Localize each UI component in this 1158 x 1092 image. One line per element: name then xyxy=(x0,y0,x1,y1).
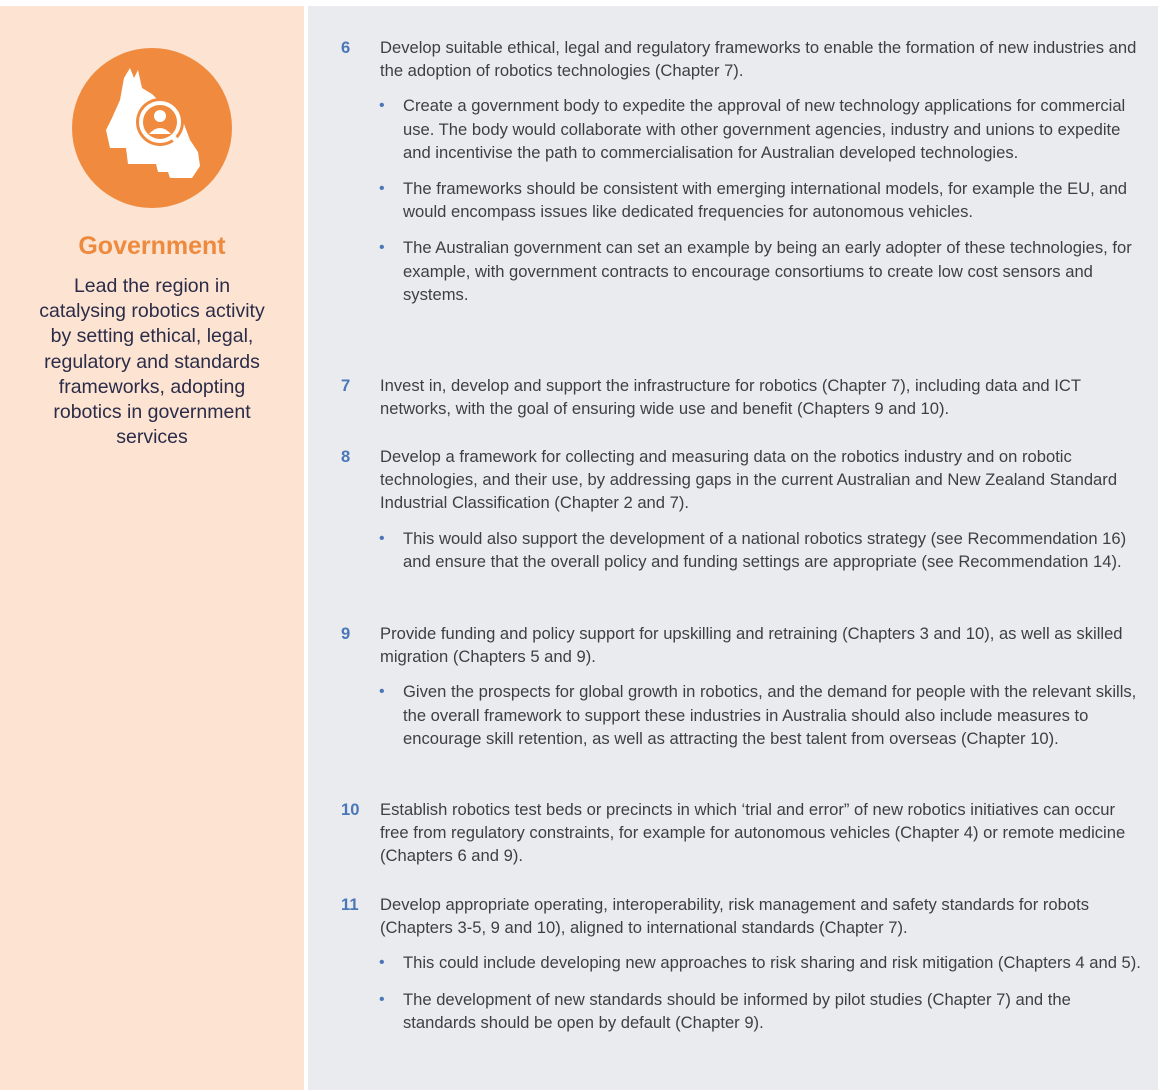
bullet-icon: • xyxy=(379,180,385,198)
sidebar-description: Lead the region in catalysing robotics activity by setting ethical, legal, regulatory and standards frameworks, adopting robotics in government services xyxy=(39,275,265,449)
recommendation-number: 9 xyxy=(341,624,351,643)
bullet-item xyxy=(341,236,1141,306)
bullet-text: The Australian government can set an example by being an early adopter of these technologies, for example, with government contracts to encourage consortiums to create low cost sensors and systems. xyxy=(403,238,1132,304)
recommendation-item xyxy=(341,374,1141,420)
bullet-icon: • xyxy=(379,683,385,701)
recommendation-item xyxy=(341,36,1141,319)
bullet-text: The development of new standards should be informed by pilot studies (Chapter 7) and the standards should be open by default (Chapter 9). xyxy=(403,989,1071,1032)
recommendation-number: 6 xyxy=(341,38,351,57)
sidebar-title: Government xyxy=(78,232,226,260)
recommendation-number: 8 xyxy=(341,447,351,466)
bullet-icon: • xyxy=(379,529,385,547)
recommendation-item xyxy=(341,445,1141,586)
recommendation-item xyxy=(341,622,1141,763)
bullet-item xyxy=(341,988,1141,1034)
bullet-text: The frameworks should be consistent with emerging international models, for example the EU, and would encompass issues like dedicated frequencies for autonomous vehicles. xyxy=(403,179,1128,222)
recommendations-panel xyxy=(308,6,1158,1090)
recommendation-item xyxy=(341,798,1141,868)
recommendation-item xyxy=(341,893,1141,1047)
bullet-text: Create a government body to expedite the approval of new technology applications for commercial use. The body would collaborate with other government agencies, industry and unions to expedite and incentivise the path to commercialisation for Australian developed technologies. xyxy=(403,96,1126,162)
recommendation-text: Provide funding and policy support for upskilling and retraining (Chapters 3 and 10), as well as skilled migration (Chapters 5 and 9). xyxy=(380,624,1123,667)
sidebar-panel xyxy=(0,6,304,1090)
recommendation-text: Develop suitable ethical, legal and regulatory frameworks to enable the formation of new industries and the adoption of robotics technologies (Chapter 7). xyxy=(380,38,1137,81)
bullet-list xyxy=(341,527,1141,573)
bullet-icon: • xyxy=(379,954,385,972)
recommendation-text: Develop appropriate operating, interoperability, risk management and safety standards for robots (Chapters 3-5, 9 and 10), aligned to international standards (Chapter 7). xyxy=(380,895,1090,938)
recommendation-number: 10 xyxy=(341,800,360,819)
map-person-icon xyxy=(72,48,232,208)
bullet-list xyxy=(341,94,1141,306)
bullet-item xyxy=(341,527,1141,573)
bullet-text: This could include developing new approaches to risk sharing and risk mitigation (Chapters 4 and 5). xyxy=(403,953,1141,973)
bullet-icon: • xyxy=(379,239,385,257)
bullet-icon: • xyxy=(379,97,385,115)
recommendation-text: Establish robotics test beds or precincts in which ‘trial and error” of new robotics initiatives can occur free from regulatory constraints, for example for autonomous vehicles (Chapter 4) or remote medicine (Chapters 6 and 9). xyxy=(380,800,1126,866)
recommendation-number: 7 xyxy=(341,376,351,395)
bullet-list xyxy=(341,680,1141,750)
bullet-item xyxy=(341,680,1141,750)
bullet-text: This would also support the development of a national robotics strategy (see Recommendation 16) and ensure that the overall policy and funding settings are appropriate (see Recommendation 14). xyxy=(403,528,1127,571)
recommendation-text: Invest in, develop and support the infrastructure for robotics (Chapter 7), including data and ICT networks, with the goal of ensuring wide use and benefit (Chapters 9 and 10). xyxy=(380,376,1081,419)
bullet-item xyxy=(341,177,1141,223)
bullet-text: Given the prospects for global growth in robotics, and the demand for people with the relevant skills, the overall framework to support these industries in Australia should also include measures to encourage skill retention, as well as attracting the best talent from overseas (Chapter 10). xyxy=(403,682,1137,748)
bullet-item xyxy=(341,951,1141,974)
recommendation-number: 11 xyxy=(341,895,359,914)
recommendation-text: Develop a framework for collecting and measuring data on the robotics industry and on robotic technologies, and their use, by addressing gaps in the current Australian and New Zealand Standard Industrial Classification (Chapter 2 and 7). xyxy=(380,447,1118,513)
bullet-icon: • xyxy=(379,990,385,1008)
bullet-item xyxy=(341,94,1141,164)
bullet-list xyxy=(341,951,1141,1034)
